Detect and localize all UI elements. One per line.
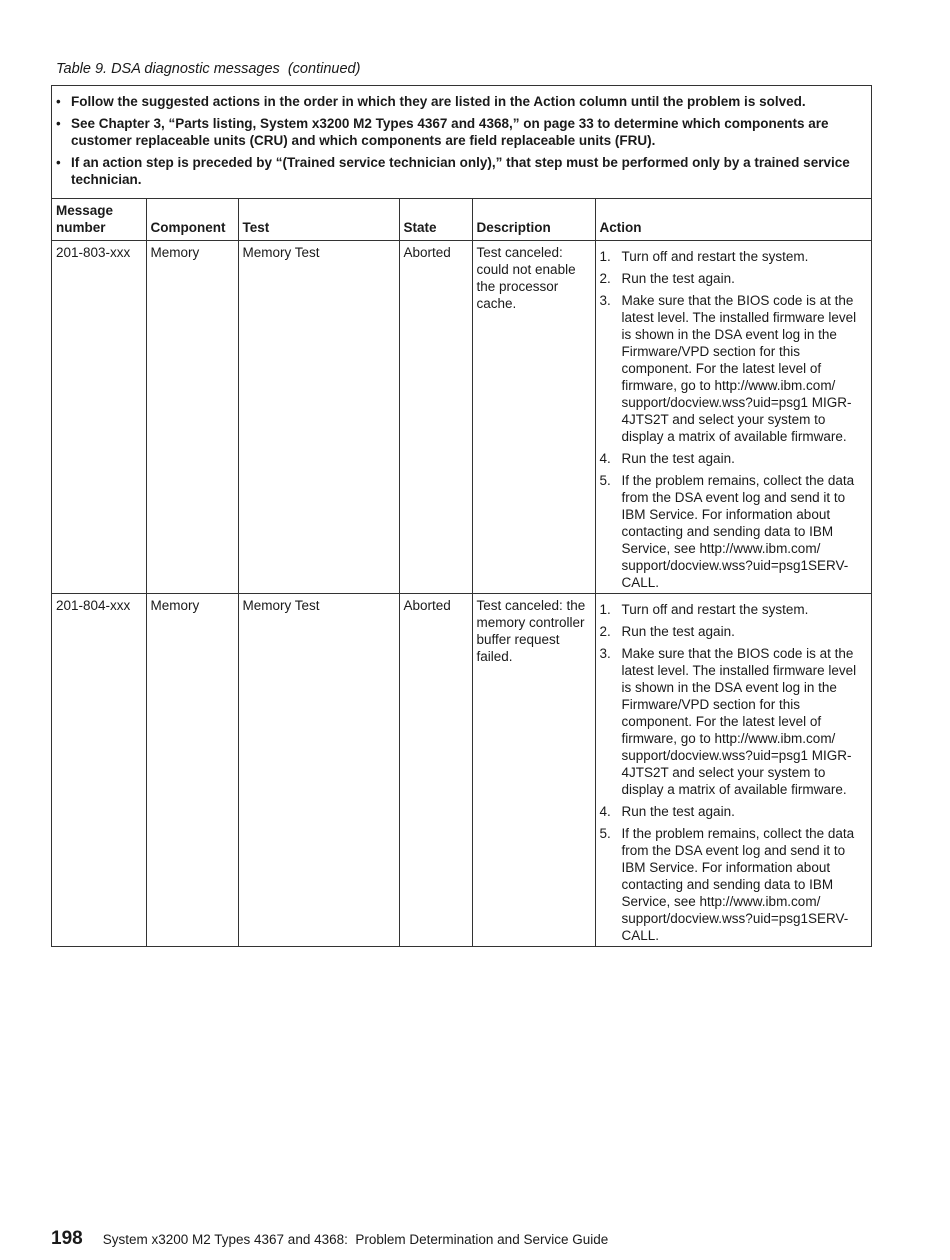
bullet-icon: • [56,116,61,131]
cell-description: Test canceled: the memory controller buffer request failed. [472,594,595,947]
table-caption: Table 9. DSA diagnostic messages (continued) [56,61,361,77]
cell-test: Memory Test [238,241,399,594]
cell-component: Memory [146,594,238,947]
header-description: Description [472,199,595,241]
action-step [600,825,868,944]
step-number: 2. [599,624,611,639]
step-number: 2. [599,271,611,286]
step-text: Make sure that the BIOS code is at the latest level. The installed firmware level is shown in the DSA event log in the Firmware/VPD section for this component. For the latest level of firmware, go to http://www.ibm.com/ support/docview.wss?uid=psg1 MIGR-4JTS2T and select your system to display a matrix of available firmware. [621,646,857,797]
header-test: Test [238,199,399,241]
cell-message-number: 201-803-xxx [52,241,146,594]
step-text: Make sure that the BIOS code is at the latest level. The installed firmware level is shown in the DSA event log in the Firmware/VPD section for this component. For the latest level of firmware, go to http://www.ibm.com/ support/docview.wss?uid=psg1 MIGR-4JTS2T and select your system to display a matrix of available firmware. [621,293,857,444]
page-footer [51,1228,608,1250]
table-row [52,594,871,947]
table-row [52,241,871,594]
step-text: Turn off and restart the system. [621,249,809,264]
step-number: 3. [599,646,611,661]
page-number: 198 [51,1228,83,1249]
step-number: 5. [599,473,611,488]
note-item [56,115,861,149]
note-item [56,93,861,110]
header-action: Action [595,199,871,241]
bullet-icon: • [56,94,61,109]
action-steps [600,601,868,944]
step-text: Turn off and restart the system. [621,602,809,617]
step-text: Run the test again. [621,624,735,639]
step-number: 1. [599,602,611,617]
action-step [600,601,868,618]
step-text: If the problem remains, collect the data from the DSA event log and send it to IBM Service. For information about contacting and sending data to IBM Service, see http://www.ibm.com/ support/docview.wss?uid=psg1SERV-CALL. [621,473,855,590]
messages-table [52,199,871,946]
action-steps [600,248,868,591]
step-number: 4. [599,451,611,466]
cell-component: Memory [146,241,238,594]
step-text: Run the test again. [621,451,735,466]
cell-action [595,594,871,947]
cell-description: Test canceled: could not enable the processor cache. [472,241,595,594]
footer-title: System x3200 M2 Types 4367 and 4368: Problem Determination and Service Guide [102,1232,609,1247]
header-state: State [399,199,472,241]
action-step [600,472,868,591]
action-step [600,450,868,467]
cell-state: Aborted [399,241,472,594]
action-step [600,645,868,798]
table-header-row [52,199,871,241]
table-notes [52,86,871,199]
cell-state: Aborted [399,594,472,947]
step-text: Run the test again. [621,271,735,286]
step-number: 3. [599,293,611,308]
note-text: Follow the suggested actions in the order in which they are listed in the Action column until the problem is solved. [71,94,806,109]
header-component: Component [146,199,238,241]
bullet-icon: • [56,155,61,170]
cell-action [595,241,871,594]
action-step [600,270,868,287]
step-number: 4. [599,804,611,819]
step-number: 5. [599,826,611,841]
action-step [600,248,868,265]
note-text: If an action step is preceded by “(Trained service technician only),” that step must be performed only by a trained service technician. [71,155,850,187]
note-item [56,154,861,188]
note-text: See Chapter 3, “Parts listing, System x3200 M2 Types 4367 and 4368,” on page 33 to determine which components are customer replaceable units (CRU) and which components are field replaceable units (FRU). [71,116,829,148]
step-text: If the problem remains, collect the data from the DSA event log and send it to IBM Service. For information about contacting and sending data to IBM Service, see http://www.ibm.com/ support/docview.wss?uid=psg1SERV-CALL. [621,826,855,943]
header-message-number: Message number [52,199,146,241]
diagnostic-table [51,85,872,947]
action-step [600,803,868,820]
action-step [600,292,868,445]
step-text: Run the test again. [621,804,735,819]
cell-message-number: 201-804-xxx [52,594,146,947]
step-number: 1. [599,249,611,264]
cell-test: Memory Test [238,594,399,947]
action-step [600,623,868,640]
